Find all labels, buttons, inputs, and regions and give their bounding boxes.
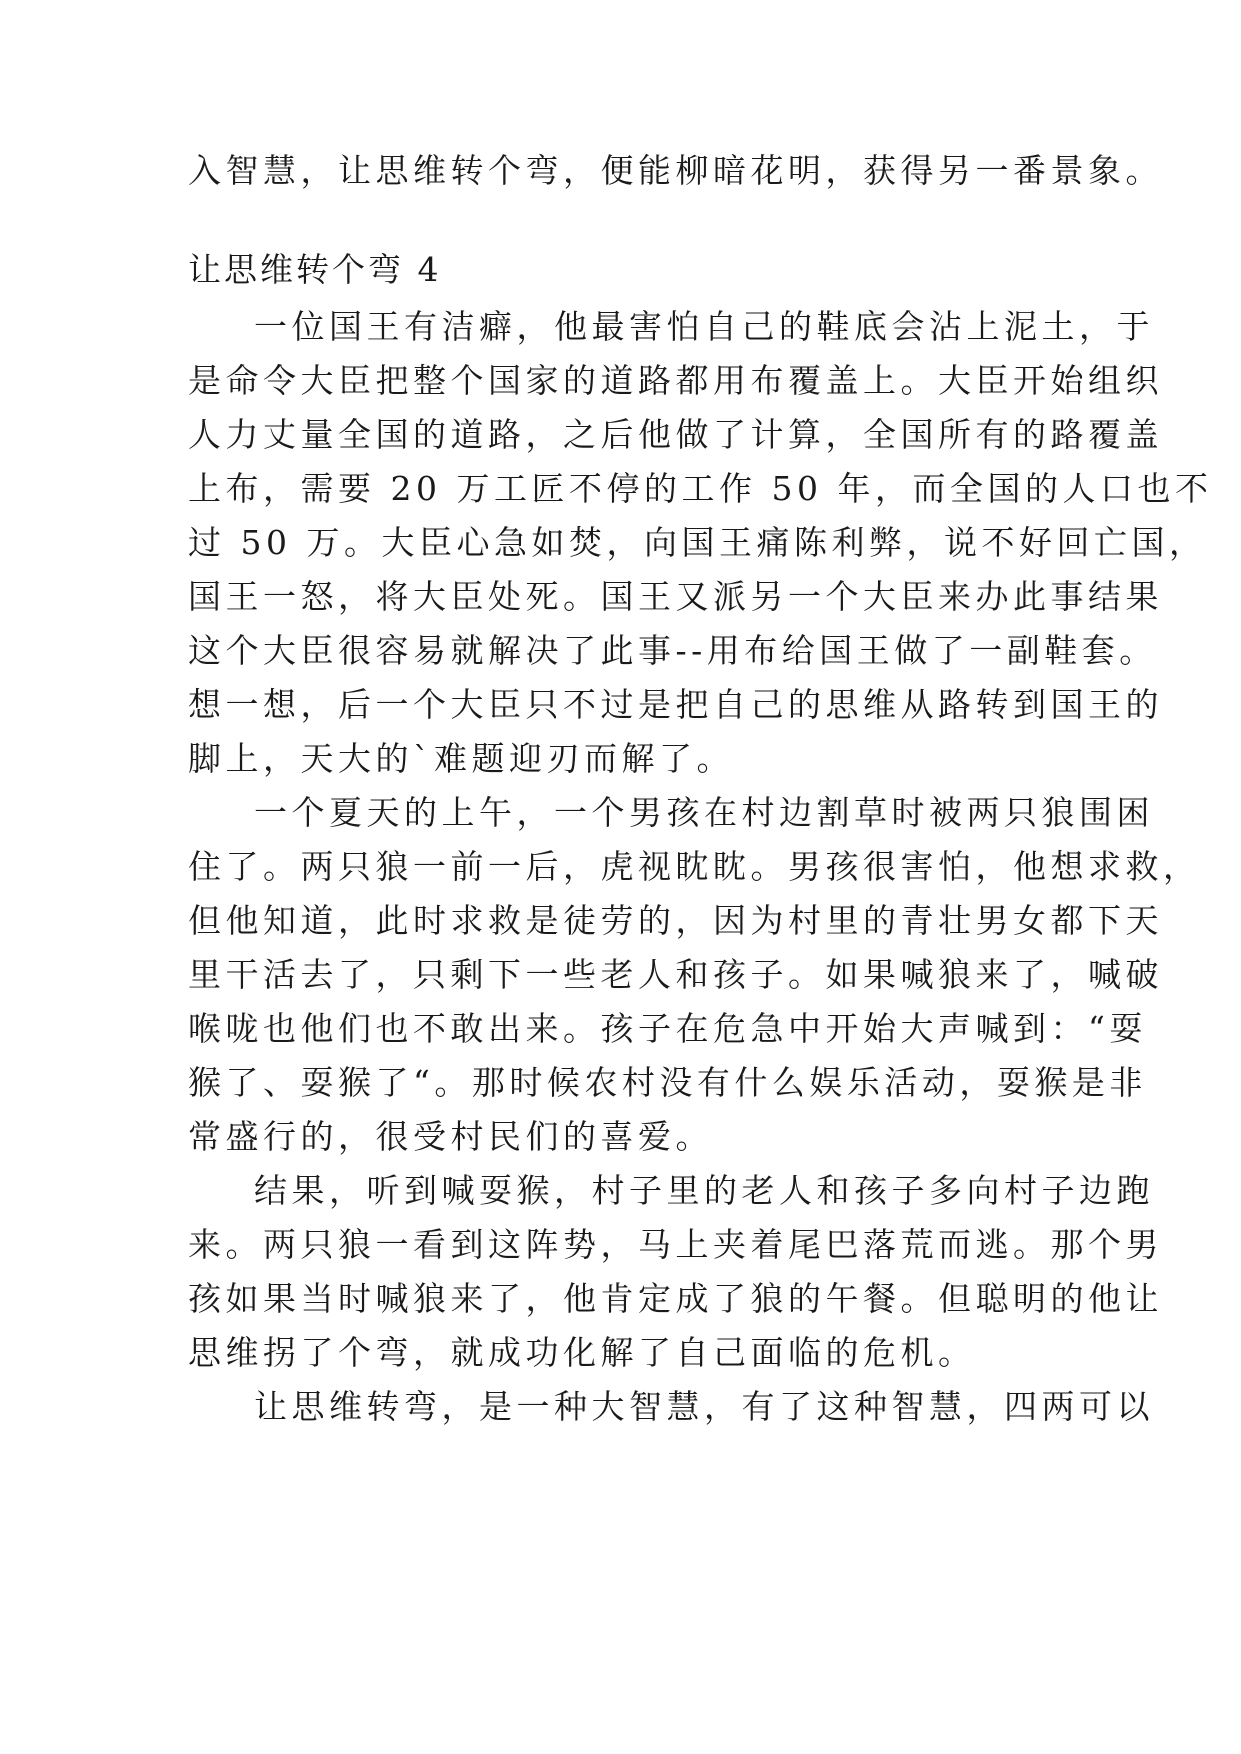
text-line: 一个夏天的上午，一个男孩在村边割草时被两只狼围困 <box>254 793 1154 832</box>
text-line: 住了。两只狼一前一后，虎视眈眈。男孩很害怕，他想求救， <box>188 847 1201 886</box>
text-line: 喉咙也他们也不敢出来。孩子在危急中开始大声喊到：“耍 <box>188 1009 1147 1048</box>
text-line: 上布，需要 20 万工匠不停的工作 50 年，而全国的人口也不 <box>188 469 1213 508</box>
text-line: 但他知道，此时求救是徒劳的，因为村里的青壮男女都下天 <box>188 901 1163 940</box>
text-line: 这个大臣很容易就解决了此事--用布给国王做了一副鞋套。 <box>188 631 1157 670</box>
text-line: 里干活去了，只剩下一些老人和孩子。如果喊狼来了，喊破 <box>188 955 1163 994</box>
text-line: 孩如果当时喊狼来了，他肯定成了狼的午餐。但聪明的他让 <box>188 1279 1163 1318</box>
text-line: 结果，听到喊耍猴，村子里的老人和孩子多向村子边跑 <box>254 1171 1154 1210</box>
text-line: 是命令大臣把整个国家的道路都用布覆盖上。大臣开始组织 <box>188 361 1163 400</box>
section-heading: 让思维转个弯 4 <box>188 250 442 289</box>
text-line: 思维拐了个弯，就成功化解了自己面临的危机。 <box>188 1333 976 1372</box>
text-line: 让思维转弯，是一种大智慧，有了这种智慧，四两可以 <box>254 1387 1154 1426</box>
text-line: 入智慧，让思维转个弯，便能柳暗花明，获得另一番景象。 <box>188 151 1163 190</box>
text-line: 常盛行的，很受村民们的喜爱。 <box>188 1117 713 1156</box>
text-line: 脚上，天大的`难题迎刃而解了。 <box>188 739 734 778</box>
text-line: 一位国王有洁癖，他最害怕自己的鞋底会沾上泥土，于 <box>254 307 1154 346</box>
text-line: 过 50 万。大臣心急如焚，向国王痛陈利弊，说不好回亡国， <box>188 523 1207 562</box>
text-line: 国王一怒，将大臣处死。国王又派另一个大臣来办此事结果 <box>188 577 1163 616</box>
text-line: 猴了、耍猴了“。那时候农村没有什么娱乐活动，耍猴是非 <box>188 1063 1147 1102</box>
text-line: 人力丈量全国的道路，之后他做了计算，全国所有的路覆盖 <box>188 415 1163 454</box>
text-line: 来。两只狼一看到这阵势，马上夹着尾巴落荒而逃。那个男 <box>188 1225 1163 1264</box>
text-line: 想一想，后一个大臣只不过是把自己的思维从路转到国王的 <box>188 685 1163 724</box>
